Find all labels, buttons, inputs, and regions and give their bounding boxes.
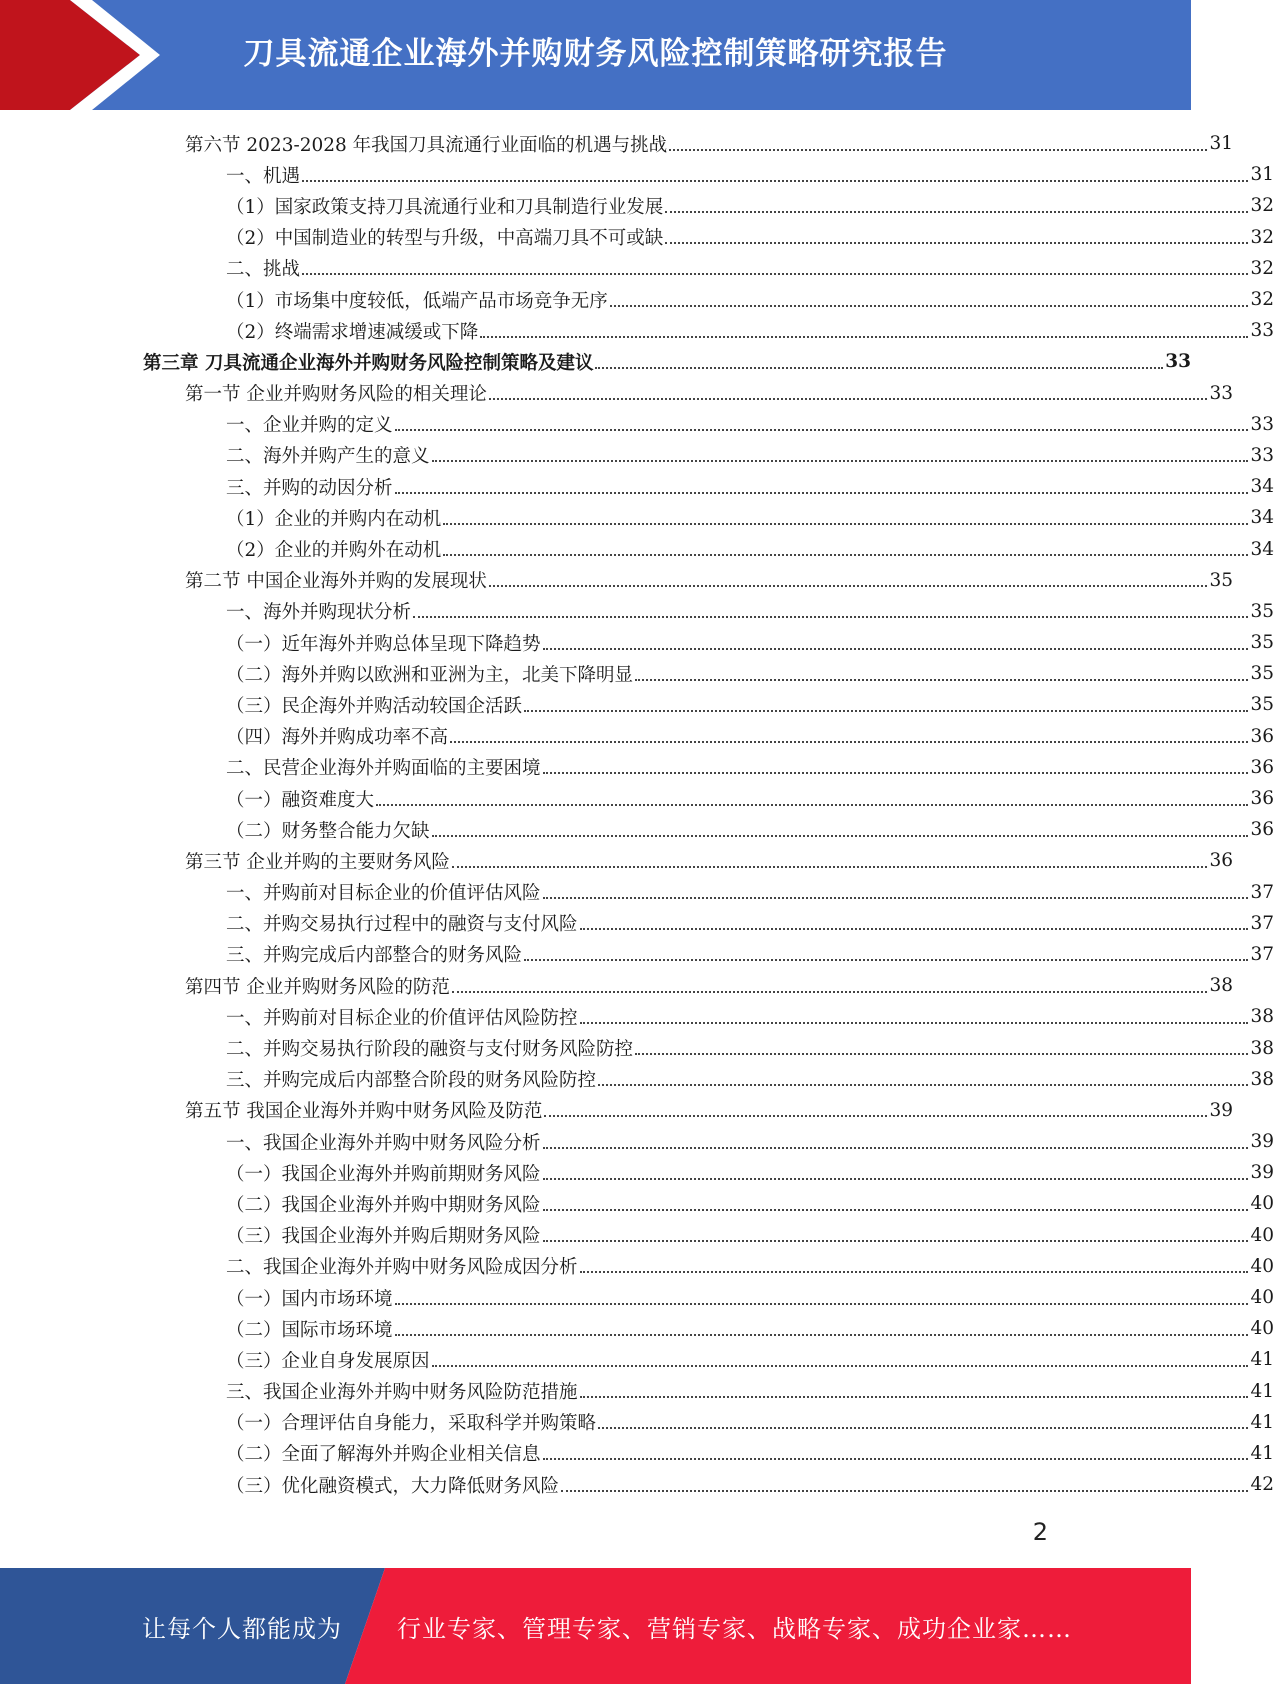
toc-leader-dots	[543, 1458, 1249, 1460]
toc-entry-label: 二、并购交易执行阶段的融资与支付财务风险防控	[226, 1039, 634, 1061]
toc-entry[interactable]	[0, 378, 1233, 409]
toc-entry-page: 37	[1250, 912, 1274, 934]
toc-entry-page: 35	[1209, 569, 1233, 591]
toc-entry-label: （三）企业自身发展原因	[226, 1350, 430, 1372]
toc-entry-page: 33	[1250, 444, 1274, 466]
toc-entry-label: （1）市场集中度较低，低端产品市场竞争无序	[226, 290, 608, 312]
toc-entry-label: （二）海外并购以欧洲和亚洲为主，北美下降明显	[226, 664, 634, 686]
toc-leader-dots	[489, 585, 1208, 587]
toc-leader-dots	[610, 305, 1249, 307]
toc-entry-label: （2）企业的并购外在动机	[226, 540, 442, 562]
toc-entry-page: 35	[1250, 600, 1274, 622]
toc-entry[interactable]	[0, 1313, 1274, 1344]
toc-leader-dots	[452, 866, 1208, 868]
toc-entry[interactable]	[0, 409, 1274, 440]
toc-leader-dots	[543, 1178, 1249, 1180]
toc-leader-dots	[302, 180, 1248, 182]
toc-entry-page: 32	[1250, 257, 1274, 279]
toc-entry-label: （一）国内市场环境	[226, 1288, 393, 1310]
report-title: 刀具流通企业海外并购财务风险控制策略研究报告	[243, 35, 948, 72]
toc-entry-label: 三、我国企业海外并购中财务风险防范措施	[226, 1382, 578, 1404]
toc-entry[interactable]	[0, 689, 1274, 720]
toc-entry-page: 35	[1250, 632, 1274, 654]
toc-entry-label: 第三节 企业并购的主要财务风险	[185, 851, 450, 873]
toc-entry-label: （一）合理评估自身能力，采取科学并购策略	[226, 1413, 597, 1435]
toc-entry[interactable]	[0, 814, 1274, 845]
toc-entry-page: 32	[1250, 226, 1274, 248]
toc-entry-label: （三）我国企业海外并购后期财务风险	[226, 1226, 541, 1248]
toc-leader-dots	[580, 1396, 1249, 1398]
toc-entry-label: 二、我国企业海外并购中财务风险成因分析	[226, 1257, 578, 1279]
toc-entry[interactable]	[0, 1126, 1274, 1157]
toc-entry-label: 一、我国企业海外并购中财务风险分析	[226, 1132, 541, 1154]
toc-entry[interactable]	[0, 502, 1274, 533]
toc-entry-page: 37	[1250, 881, 1274, 903]
toc-entry[interactable]	[0, 783, 1274, 814]
toc-entry-label: 第一节 企业并购财务风险的相关理论	[185, 384, 487, 406]
toc-entry-label: 二、民营企业海外并购面临的主要困境	[226, 758, 541, 780]
toc-entry[interactable]	[0, 1251, 1274, 1282]
toc-entry-page: 42	[1250, 1474, 1274, 1496]
toc-leader-dots	[450, 741, 1248, 743]
toc-entry[interactable]	[0, 1157, 1274, 1188]
toc-entry-page: 36	[1250, 788, 1274, 810]
toc-entry-page: 38	[1250, 1006, 1274, 1028]
toc-entry[interactable]	[0, 159, 1274, 190]
toc-entry-label: （四）海外并购成功率不高	[226, 727, 449, 749]
toc-entry-page: 36	[1250, 756, 1274, 778]
toc-entry[interactable]	[0, 440, 1274, 471]
toc-leader-dots	[543, 1209, 1249, 1211]
toc-entry[interactable]	[0, 721, 1274, 752]
toc-leader-dots	[524, 959, 1248, 961]
toc-entry-page: 36	[1250, 725, 1274, 747]
toc-entry-page: 34	[1250, 476, 1274, 498]
toc-entry-page: 40	[1250, 1193, 1274, 1215]
toc-entry-page: 36	[1250, 819, 1274, 841]
toc-entry[interactable]	[0, 253, 1274, 284]
toc-leader-dots	[580, 928, 1249, 930]
toc-entry[interactable]	[0, 1376, 1274, 1407]
page-header	[0, 0, 1191, 110]
toc-entry-label: 第五节 我国企业海外并购中财务风险及防范	[185, 1101, 543, 1123]
toc-entry[interactable]	[0, 1188, 1274, 1219]
footer-slogan-left: 让每个人都能成为	[142, 1614, 342, 1643]
toc-entry[interactable]	[0, 471, 1274, 502]
toc-entry-page: 34	[1250, 507, 1274, 529]
toc-entry-label: 三、并购完成后内部整合阶段的财务风险防控	[226, 1070, 597, 1092]
toc-entry-page: 41	[1250, 1380, 1274, 1402]
toc-leader-dots	[544, 1115, 1207, 1117]
toc-entry-label: 第四节 企业并购财务风险的防范	[185, 976, 450, 998]
toc-entry-page: 39	[1209, 1099, 1233, 1121]
toc-leader-dots	[561, 1490, 1248, 1492]
page-footer	[0, 1568, 1191, 1684]
toc-entry-page: 34	[1250, 538, 1274, 560]
toc-entry[interactable]	[0, 627, 1274, 658]
toc-entry-label: 第三章 刀具流通企业海外并购财务风险控制策略及建议	[143, 352, 594, 374]
toc-entry-label: 二、挑战	[226, 259, 301, 281]
toc-entry-page: 38	[1209, 975, 1233, 997]
toc-entry[interactable]	[0, 284, 1274, 315]
toc-entry[interactable]	[0, 190, 1274, 221]
toc-entry-label: （2）终端需求增速减缓或下降	[226, 321, 479, 343]
toc-entry[interactable]	[0, 845, 1233, 876]
footer-slogan-right: 行业专家、管理专家、营销专家、战略专家、成功企业家……	[397, 1614, 1072, 1643]
toc-leader-dots	[598, 1084, 1248, 1086]
toc-entry-label: 三、并购的动因分析	[226, 477, 393, 499]
toc-entry-label: （1）企业的并购内在动机	[226, 508, 442, 530]
toc-entry[interactable]	[0, 346, 1191, 377]
toc-entry-label: 一、机遇	[226, 165, 301, 187]
toc-entry[interactable]	[0, 128, 1233, 159]
toc-entry[interactable]	[0, 658, 1274, 689]
toc-entry-label: 第六节 2023-2028 年我国刀具流通行业面临的机遇与挑战	[185, 134, 668, 156]
toc-leader-dots	[489, 398, 1208, 400]
toc-entry-page: 41	[1250, 1442, 1274, 1464]
toc-entry-page: 40	[1250, 1287, 1274, 1309]
toc-entry[interactable]	[0, 1220, 1274, 1251]
toc-entry-label: （2）中国制造业的转型与升级，中高端刀具不可或缺	[226, 228, 664, 250]
toc-entry[interactable]	[0, 533, 1274, 564]
toc-leader-dots	[452, 991, 1208, 993]
toc-leader-dots	[665, 242, 1248, 244]
toc-leader-dots	[413, 616, 1248, 618]
toc-entry-page: 33	[1165, 351, 1191, 373]
toc-leader-dots	[432, 835, 1249, 837]
toc-entry[interactable]	[0, 877, 1274, 908]
toc-leader-dots	[395, 1334, 1249, 1336]
toc-entry[interactable]	[0, 1064, 1274, 1095]
toc-entry-label: 一、企业并购的定义	[226, 415, 393, 437]
toc-entry-label: （二）全面了解海外并购企业相关信息	[226, 1444, 541, 1466]
toc-leader-dots	[669, 149, 1207, 151]
toc-entry-page: 38	[1250, 1037, 1274, 1059]
toc-entry[interactable]	[0, 1407, 1274, 1438]
toc-leader-dots	[598, 1427, 1248, 1429]
toc-leader-dots	[543, 648, 1249, 650]
toc-leader-dots	[543, 772, 1249, 774]
toc-entry-page: 39	[1250, 1131, 1274, 1153]
toc-leader-dots	[302, 273, 1248, 275]
toc-entry[interactable]	[0, 970, 1233, 1001]
toc-entry[interactable]	[0, 315, 1274, 346]
toc-leader-dots	[443, 554, 1248, 556]
toc-leader-dots	[580, 1022, 1249, 1024]
toc-entry-page: 39	[1250, 1162, 1274, 1184]
toc-leader-dots	[480, 336, 1248, 338]
toc-leader-dots	[395, 429, 1249, 431]
toc-entry-label: （一）融资难度大	[226, 789, 375, 811]
toc-leader-dots	[635, 679, 1248, 681]
toc-leader-dots	[432, 1365, 1249, 1367]
toc-entry[interactable]	[0, 939, 1274, 970]
toc-entry[interactable]	[0, 222, 1274, 253]
toc-entry[interactable]	[0, 1469, 1274, 1500]
toc-entry[interactable]	[0, 596, 1274, 627]
toc-entry-label: 一、并购前对目标企业的价值评估风险	[226, 883, 541, 905]
toc-entry-page: 31	[1250, 164, 1274, 186]
toc-entry-page: 31	[1209, 133, 1233, 155]
toc-entry-label: （三）民企海外并购活动较国企活跃	[226, 695, 523, 717]
toc-entry-label: （一）近年海外并购总体呈现下降趋势	[226, 633, 541, 655]
toc-entry-page: 40	[1250, 1318, 1274, 1340]
toc-leader-dots	[543, 897, 1249, 899]
toc-entry-label: 一、海外并购现状分析	[226, 602, 412, 624]
toc-entry-page: 32	[1250, 195, 1274, 217]
toc-entry[interactable]	[0, 1095, 1233, 1126]
toc-leader-dots	[395, 1303, 1249, 1305]
toc-entry-page: 40	[1250, 1255, 1274, 1277]
toc-entry-label: 第二节 中国企业海外并购的发展现状	[185, 571, 487, 593]
toc-entry-page: 38	[1250, 1068, 1274, 1090]
toc-entry[interactable]	[0, 1344, 1274, 1375]
toc-entry-page: 35	[1250, 663, 1274, 685]
toc-entry[interactable]	[0, 752, 1274, 783]
toc-entry-label: （二）国际市场环境	[226, 1319, 393, 1341]
toc-entry-label: （二）财务整合能力欠缺	[226, 820, 430, 842]
toc-leader-dots	[665, 211, 1248, 213]
toc-leader-dots	[580, 1271, 1249, 1273]
toc-leader-dots	[543, 1147, 1249, 1149]
page-number: 2	[1032, 1518, 1048, 1546]
header-arrow-decoration	[0, 0, 160, 110]
toc-entry[interactable]	[0, 1001, 1274, 1032]
toc-entry[interactable]	[0, 565, 1233, 596]
table-of-contents	[0, 128, 1274, 1500]
toc-entry-label: 一、并购前对目标企业的价值评估风险防控	[226, 1007, 578, 1029]
toc-entry-page: 40	[1250, 1224, 1274, 1246]
toc-leader-dots	[635, 1053, 1248, 1055]
toc-leader-dots	[595, 367, 1163, 369]
toc-entry-label: （一）我国企业海外并购前期财务风险	[226, 1163, 541, 1185]
toc-entry-label: 二、海外并购产生的意义	[226, 446, 430, 468]
toc-entry-page: 33	[1250, 320, 1274, 342]
toc-entry-page: 36	[1209, 850, 1233, 872]
toc-leader-dots	[543, 1240, 1249, 1242]
toc-entry-page: 35	[1250, 694, 1274, 716]
toc-entry-page: 41	[1250, 1411, 1274, 1433]
toc-entry-label: 三、并购完成后内部整合的财务风险	[226, 945, 523, 967]
toc-entry-label: 二、并购交易执行过程中的融资与支付风险	[226, 914, 578, 936]
toc-entry[interactable]	[0, 908, 1274, 939]
toc-leader-dots	[376, 804, 1248, 806]
toc-leader-dots	[432, 460, 1249, 462]
toc-entry-label: （1）国家政策支持刀具流通行业和刀具制造行业发展	[226, 196, 664, 218]
toc-entry-page: 37	[1250, 943, 1274, 965]
toc-entry-label: （三）优化融资模式，大力降低财务风险	[226, 1475, 560, 1497]
toc-leader-dots	[395, 492, 1249, 494]
toc-leader-dots	[524, 710, 1248, 712]
toc-entry-page: 33	[1250, 413, 1274, 435]
toc-entry-page: 33	[1209, 382, 1233, 404]
toc-leader-dots	[443, 523, 1248, 525]
toc-entry-page: 32	[1250, 289, 1274, 311]
toc-entry-label: （二）我国企业海外并购中期财务风险	[226, 1194, 541, 1216]
toc-entry[interactable]	[0, 1032, 1274, 1063]
toc-entry-page: 41	[1250, 1349, 1274, 1371]
toc-entry[interactable]	[0, 1438, 1274, 1469]
toc-entry[interactable]	[0, 1282, 1274, 1313]
